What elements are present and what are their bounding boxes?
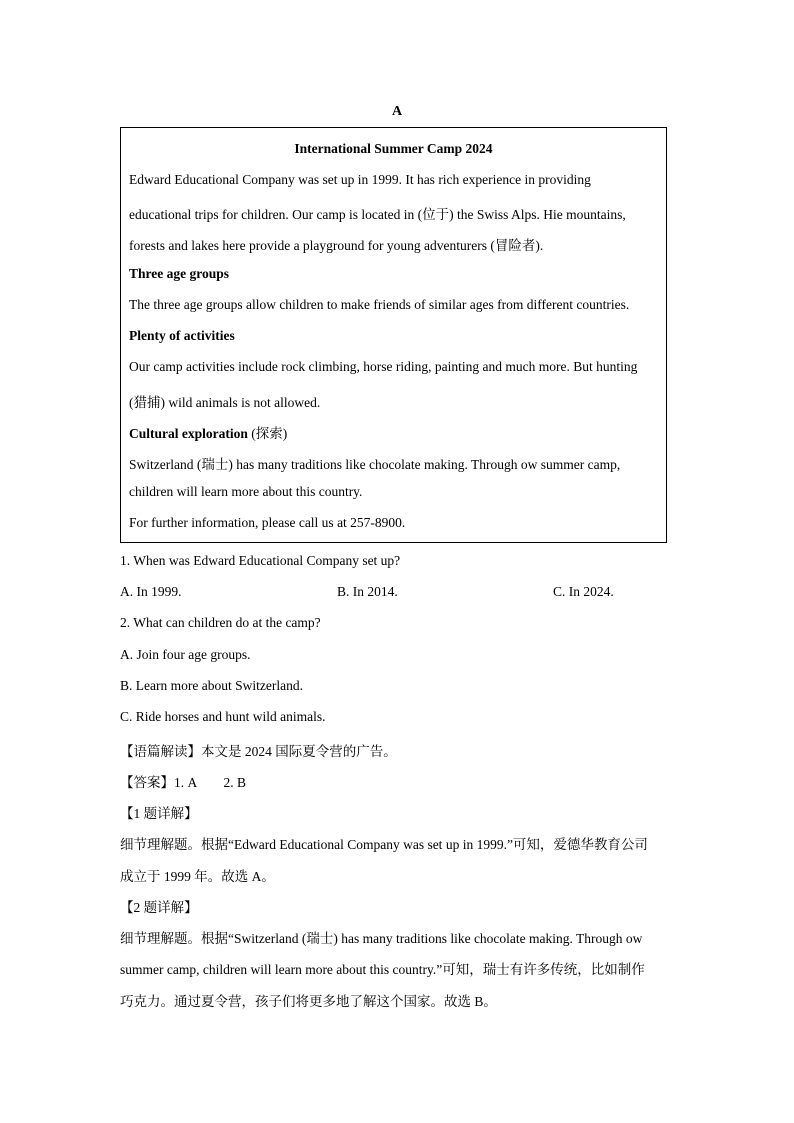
analysis-answer: 【答案】1. A 2. B (120, 775, 247, 790)
question-1-option-a: A. In 1999. (120, 584, 182, 599)
analysis-summary: 【语篇解读】本文是 2024 国际夏令营的广告。 (120, 744, 397, 759)
passage-line: children will learn more about this country. (129, 484, 363, 499)
heading-cultural-exploration (129, 422, 287, 442)
analysis-q2-line: summer camp, children will learn more about this country.”可知，瑞士有许多传统，比如制作 (120, 962, 645, 977)
heading-activities: Plenty of activities (129, 328, 235, 343)
passage-line: educational trips for children. Our camp is located in (位于) the Swiss Alps. Hie mountains, (129, 207, 626, 222)
question-2-option-c: C. Ride horses and hunt wild animals. (120, 709, 326, 724)
passage-line: Edward Educational Company was set up in 1999. It has rich experience in providing (129, 172, 591, 187)
passage-box (120, 127, 667, 543)
exploration-heading-text: Cultural exploration (129, 426, 248, 441)
heading-age-groups: Three age groups (129, 266, 230, 281)
question-2-option-a: A. Join four age groups. (120, 647, 251, 662)
analysis-q2-heading: 【2 题详解】 (120, 900, 198, 915)
analysis-q2-line: 巧克力。通过夏令营，孩子们将更多地了解这个国家。故选 B。 (120, 994, 497, 1009)
passage-line: Our camp activities include rock climbing, horse riding, painting and much more. But hunting (129, 359, 638, 374)
analysis-q1-line: 成立于 1999 年。故选 A。 (120, 869, 275, 884)
question-1-option-c: C. In 2024. (553, 584, 614, 599)
analysis-q1-line: 细节理解题。根据“Edward Educational Company was set up in 1999.”可知，爱德华教育公司 (120, 837, 648, 852)
section-label: A (391, 104, 403, 119)
passage-line: For further information, please call us at 257-8900. (129, 515, 406, 530)
passage-title: International Summer Camp 2024 (294, 141, 493, 156)
question-1-stem: 1. When was Edward Educational Company set up? (120, 553, 401, 568)
question-1-option-b: B. In 2014. (337, 584, 398, 599)
passage-line: (猎捕) wild animals is not allowed. (129, 395, 321, 410)
passage-line: Switzerland (瑞士) has many traditions like chocolate making. Through ow summer camp, (129, 457, 621, 472)
passage-line: forests and lakes here provide a playground for young adventurers (冒险者). (129, 238, 544, 253)
analysis-q2-line: 细节理解题。根据“Switzerland (瑞士) has many traditions like chocolate making. Through ow (120, 931, 643, 946)
passage-line: The three age groups allow children to make friends of similar ages from different countries. (129, 297, 630, 312)
analysis-q1-heading: 【1 题详解】 (120, 806, 198, 821)
question-2-option-b: B. Learn more about Switzerland. (120, 678, 303, 693)
question-2-stem: 2. What can children do at the camp? (120, 615, 321, 630)
exploration-note: (探索) (247, 426, 288, 441)
